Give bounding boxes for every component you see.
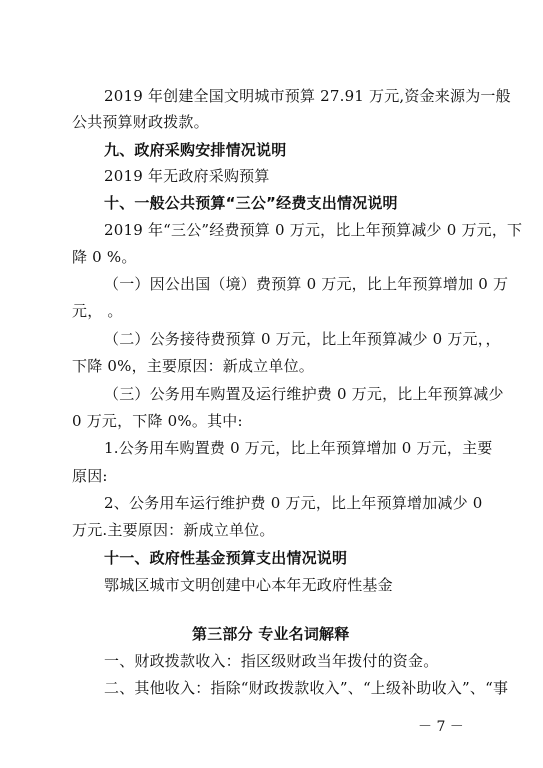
paragraph-line: （二）公务接待费预算 0 万元，比上年预算减少 0 万元，， [104,330,501,348]
paragraph-line: （三）公务用车购置及运行维护费 0 万元，比上年预算减少 [104,385,504,403]
paragraph-line: 公共预算财政拨款。 [72,113,209,131]
paragraph-line: 一、财政拨款收入：指区级财政当年拨付的资金。 [104,652,439,670]
section-heading: 九、政府采购安排情况说明 [104,141,287,159]
paragraph-line: 0 万元，下降 0%。其中: [72,412,243,430]
paragraph-line: 降 0 %。 [72,248,137,266]
paragraph-line: 鄂城区城市文明创建中心本年无政府性基金 [104,576,393,594]
page-number: － 7 － [418,719,464,735]
paragraph-line: 元， 。 [72,302,123,320]
section-heading: 十、一般公共预算“三公”经费支出情况说明 [104,194,398,212]
paragraph-line: 原因: [72,467,108,485]
paragraph-line: 1.公务用车购置费 0 万元，比上年预算增加 0 万元，主要 [104,439,493,457]
paragraph-line: 2019 年“三公”经费预算 0 万元，比上年预算减少 0 万元，下 [104,221,523,239]
paragraph-line: 下降 0%，主要原因：新成立单位。 [72,357,314,375]
paragraph-line: 二、其他收入：指除“财政拨款收入”、“上级补助收入”、“事 [104,679,509,697]
paragraph-line: 万元.主要原因：新成立单位。 [72,521,275,539]
paragraph-line: 2019 年无政府采购预算 [104,167,270,185]
paragraph-line: 2019 年创建全国文明城市预算 27.91 万元,资金来源为一般 [104,87,511,105]
part-heading: 第三部分 专业名词解释 [192,625,350,643]
paragraph-line: 2、公务用车运行维护费 0 万元，比上年预算增加减少 0 [104,494,483,512]
section-heading: 十一、政府性基金预算支出情况说明 [104,549,348,567]
paragraph-line: （一）因公出国（境）费预算 0 万元，比上年预算增加 0 万 [104,275,509,293]
